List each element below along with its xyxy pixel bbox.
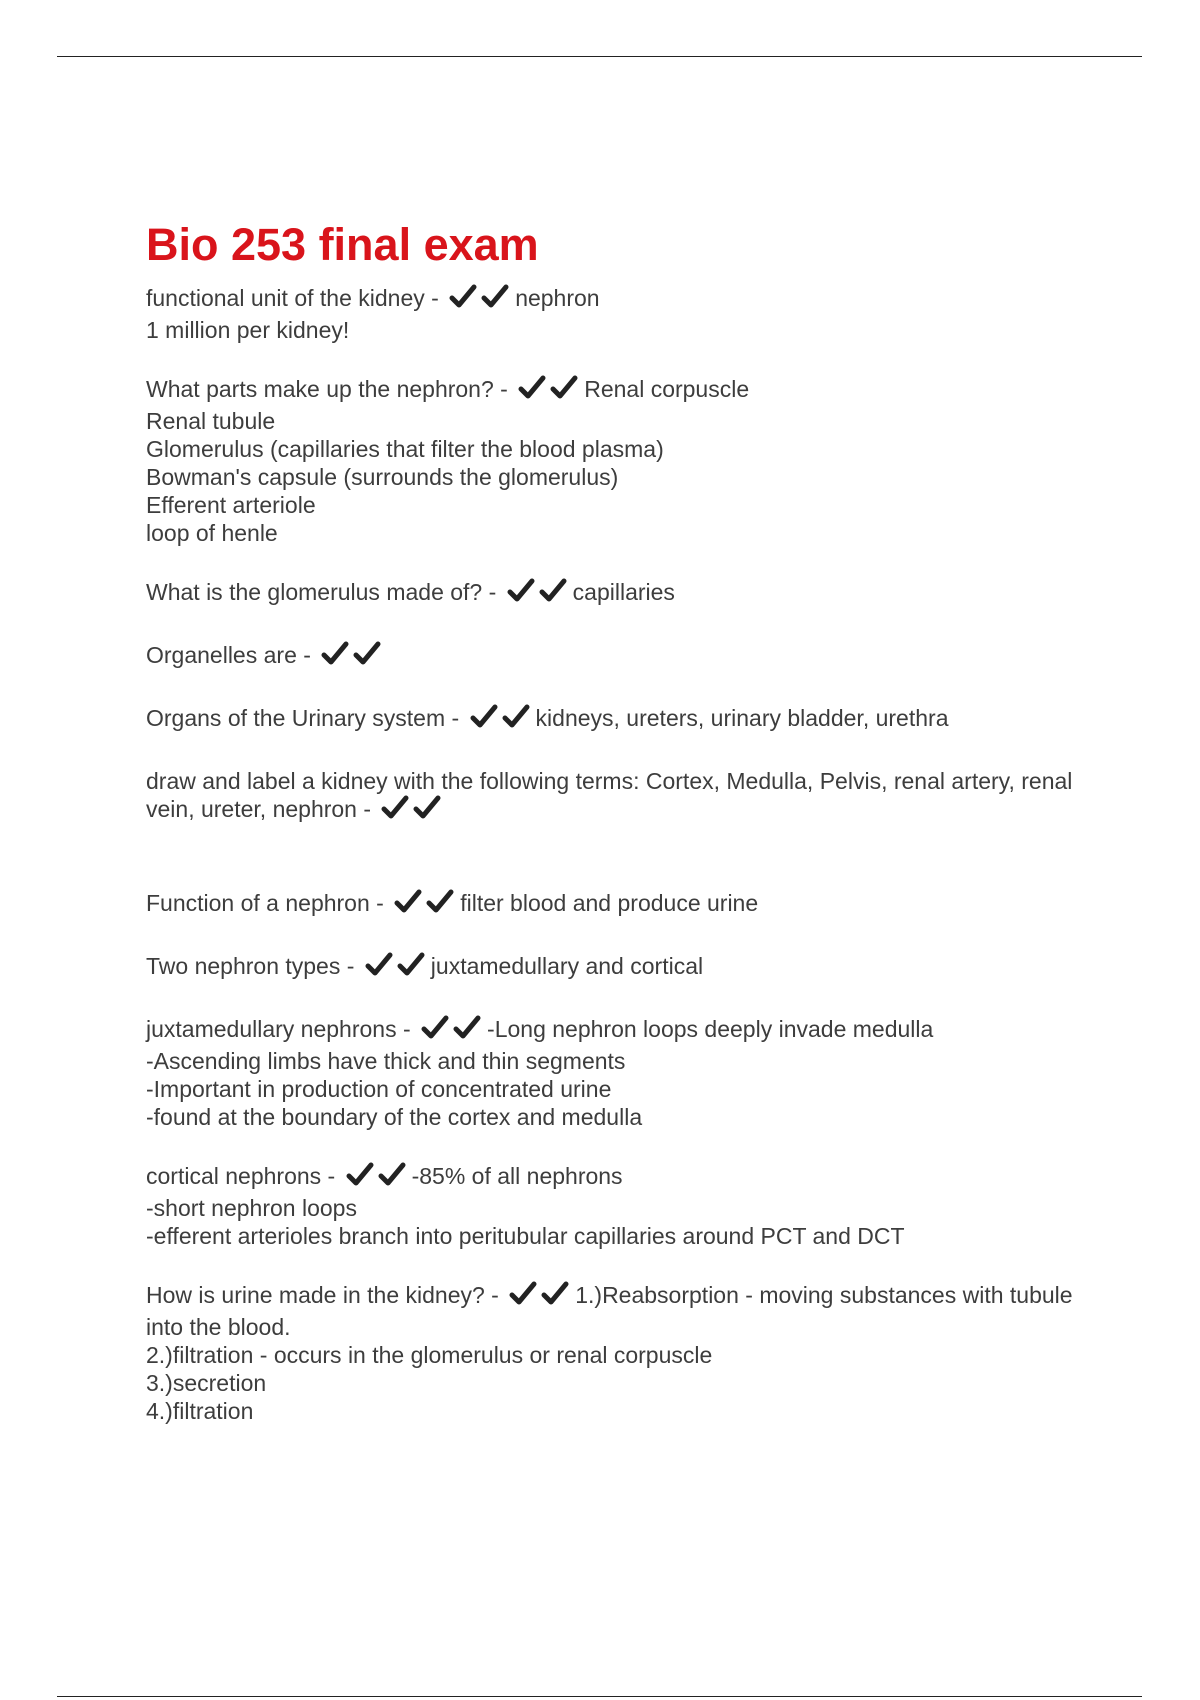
entry-first-line — [146, 889, 1096, 921]
entry-first-line — [146, 375, 1096, 407]
top-rule — [57, 56, 1142, 57]
entry-answer: -Long nephron loops deeply invade medulla — [487, 1016, 934, 1042]
flashcard-entry — [146, 889, 1096, 921]
entry-answer-line: -efferent arterioles branch into peritubular capillaries around PCT and DCT — [146, 1223, 905, 1249]
flashcard-entry — [146, 1015, 1096, 1131]
double-check-marks — [365, 952, 429, 984]
check-icon — [507, 578, 535, 604]
entry-question: functional unit of the kidney - — [146, 285, 446, 311]
entry-first-line — [146, 704, 1096, 736]
entry-answer: 1.)Reabsorption - moving substances with tubule into the blood. — [146, 1282, 1073, 1340]
entry-answer-line: -Important in production of concentrated urine — [146, 1076, 612, 1102]
check-icon — [518, 375, 546, 401]
flashcard-entry — [146, 952, 1096, 984]
entry-answer-line: -Ascending limbs have thick and thin segments — [146, 1048, 626, 1074]
flashcard-entry — [146, 767, 1096, 827]
entry-first-line — [146, 767, 1096, 827]
entry-first-line — [146, 1162, 1096, 1194]
double-check-marks — [346, 1162, 410, 1194]
check-icon — [394, 889, 422, 915]
entry-question: Function of a nephron - — [146, 890, 391, 916]
entry-first-line — [146, 641, 1096, 673]
check-icon — [413, 795, 441, 821]
entry-answer: Renal corpuscle — [584, 376, 750, 402]
entry-first-line — [146, 284, 1096, 316]
entry-answer: -85% of all nephrons — [411, 1163, 623, 1189]
check-icon — [550, 375, 578, 401]
double-check-marks — [507, 578, 571, 610]
entry-question: cortical nephrons - — [146, 1163, 342, 1189]
entry-answer-line: -short nephron loops — [146, 1195, 357, 1221]
flashcard-entry — [146, 641, 1096, 673]
entry-answer-line: loop of henle — [146, 520, 278, 546]
flashcard-entry — [146, 578, 1096, 610]
entry-answer-line: -found at the boundary of the cortex and medulla — [146, 1104, 643, 1130]
entry-first-line — [146, 952, 1096, 984]
entry-question: juxtamedullary nephrons - — [146, 1016, 418, 1042]
check-icon — [502, 704, 530, 730]
check-icon — [397, 952, 425, 978]
bottom-rule — [57, 1696, 1142, 1697]
entry-question: What parts make up the nephron? - — [146, 376, 515, 402]
entry-answer-line: 2.)filtration - occurs in the glomerulus or renal corpuscle — [146, 1342, 713, 1368]
double-check-marks — [470, 704, 534, 736]
check-icon — [426, 889, 454, 915]
check-icon — [378, 1162, 406, 1188]
check-icon — [365, 952, 393, 978]
double-check-marks — [394, 889, 458, 921]
entry-first-line — [146, 578, 1096, 610]
entry-answer: filter blood and produce urine — [460, 890, 759, 916]
check-icon — [539, 578, 567, 604]
entry-answer: juxtamedullary and cortical — [430, 953, 704, 979]
entry-answer-line: 1 million per kidney! — [146, 317, 350, 343]
entry-first-line — [146, 1281, 1096, 1341]
check-icon — [346, 1162, 374, 1188]
entry-question: Organelles are - — [146, 642, 318, 668]
double-check-marks — [518, 375, 582, 407]
check-icon — [381, 795, 409, 821]
entry-question: What is the glomerulus made of? - — [146, 579, 503, 605]
double-check-marks — [449, 284, 513, 316]
page-title: Bio 253 final exam — [146, 219, 539, 270]
check-icon — [449, 284, 477, 310]
check-icon — [541, 1281, 569, 1307]
double-check-marks — [509, 1281, 573, 1313]
entry-answer-line: 3.)secretion — [146, 1370, 267, 1396]
flashcard-list — [146, 284, 1096, 1425]
entry-answer-line: Glomerulus (capillaries that filter the blood plasma) — [146, 436, 664, 462]
entry-answer-line: Renal tubule — [146, 408, 276, 434]
entry-question: How is urine made in the kidney? - — [146, 1282, 506, 1308]
flashcard-entry — [146, 375, 1096, 547]
entry-answer-line: Efferent arteriole — [146, 492, 316, 518]
entry-question: Two nephron types - — [146, 953, 361, 979]
entry-answer: capillaries — [572, 579, 675, 605]
check-icon — [509, 1281, 537, 1307]
check-icon — [353, 641, 381, 667]
entry-answer-line: Bowman's capsule (surrounds the glomerulus) — [146, 464, 619, 490]
entry-answer: kidneys, ureters, urinary bladder, urethra — [535, 705, 949, 731]
flashcard-entry — [146, 1162, 1096, 1250]
flashcard-entry — [146, 704, 1096, 736]
entry-question: Organs of the Urinary system - — [146, 705, 466, 731]
double-check-marks — [421, 1015, 485, 1047]
entry-question: draw and label a kidney with the following terms: Cortex, Medulla, Pelvis, renal artery, renal vein, ureter, nephron - — [146, 768, 1073, 822]
flashcard-entry — [146, 284, 1096, 344]
document-body — [146, 218, 1096, 1456]
entry-answer: nephron — [515, 285, 600, 311]
check-icon — [481, 284, 509, 310]
check-icon — [321, 641, 349, 667]
check-icon — [470, 704, 498, 730]
entry-answer-line: 4.)filtration — [146, 1398, 254, 1424]
flashcard-entry — [146, 1281, 1096, 1425]
check-icon — [421, 1015, 449, 1041]
check-icon — [453, 1015, 481, 1041]
entry-first-line — [146, 1015, 1096, 1047]
double-check-marks — [321, 641, 385, 673]
double-check-marks — [381, 795, 445, 827]
